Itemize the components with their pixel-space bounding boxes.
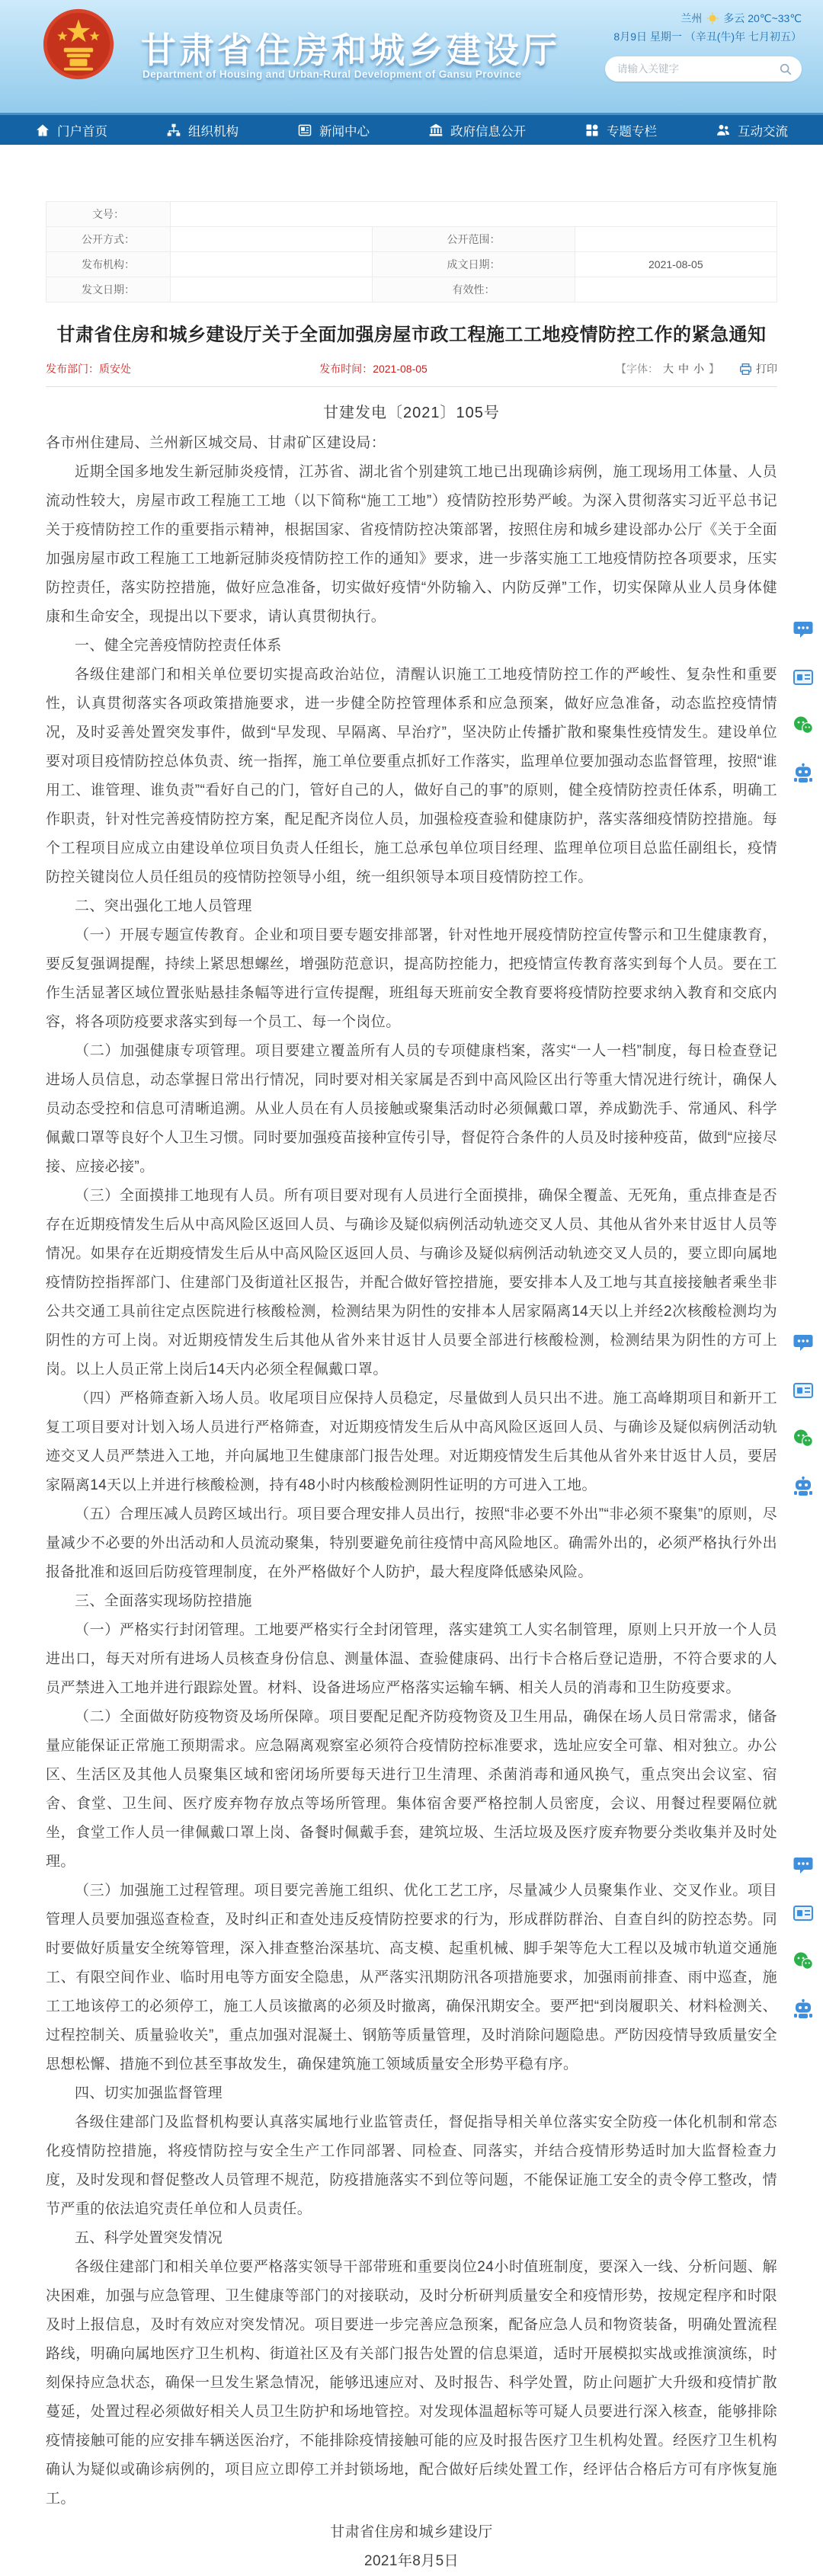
search-icon[interactable] bbox=[779, 62, 793, 76]
signature-date: 2021年8月5日 bbox=[363, 2553, 459, 2569]
main-nav bbox=[0, 113, 823, 145]
nav-item-label: 互动交流 bbox=[738, 124, 788, 139]
field-label: 发布机构： bbox=[46, 252, 171, 277]
nav-item-label: 专题专栏 bbox=[607, 124, 657, 139]
font-size-large-button[interactable]: 大 bbox=[663, 363, 674, 375]
paragraph: （四）严格筛查新入场人员。收尾项目应保持人员稳定，尽量做到人员只出不进。施工高峰期项目和新开工复工项目要对计划入场人员进行严格筛查，对近期疫情发生后从中高风险区返回人员、与确诊及疑似病例活动轨迹交叉人员严禁进入工地，并向属地卫生健康部门报告处理。对近期疫情发生后其他从省外来甘返甘人员，要居家隔离14天以上并进行核酸检测，持有48小时内核酸检测阴性证明的方可进入工地。 bbox=[46, 1390, 777, 1493]
font-size-small-button[interactable]: 小 bbox=[693, 363, 704, 375]
id-card-icon[interactable] bbox=[793, 667, 814, 688]
field-value bbox=[171, 227, 373, 252]
publish-dept bbox=[46, 361, 131, 376]
table-row bbox=[46, 227, 777, 252]
field-label: 有效性： bbox=[373, 277, 575, 302]
site-title: 甘肃省住房和城乡建设厅 bbox=[141, 30, 560, 70]
paragraph: 各级住建部门和相关单位要严格落实领导干部带班和重要岗位24小时值班制度，要深入一线、分析问题、解决困难，加强与应急管理、卫生健康等部门的对接联动，及时分析研判质量安全和疫情形势，按规定程序和时限及时上报信息，及时有效应对突发情况。项目要进一步完善应急预案，配备应急人员和物资装备，明确处置流程路线，明确向属地医疗卫生机构、街道社区及有关部门报告处置的信息渠道，适时开展模拟实战或推演演练，时刻保持应急状态，确保一旦发生紧急情况，能够迅速应对、及时报告、科学处置，防止问题扩大升级和疫情扩散蔓延，处置过程必须做好相关人员卫生防护和场地管控。对发现体温超标等可疑人员要进行深入核查，能够排除疫情接触可能的应安排车辆送医治疗，不能排除疫情接触可能的应及时报告医疗卫生机构处置。经医疗卫生机构确认为疑似或确诊病例的，项目应立即停工并封锁场地，配合做好后续处置工作，经评估合格后方可有序恢复施工。 bbox=[46, 2259, 777, 2507]
paragraph: 各级住建部门及监督机构要认真落实属地行业监管责任，督促指导相关单位落实安全防疫一体化机制和常态化疫情防控措施，将疫情防控与安全生产工作同部署、同检查、同落实，并结合疫情形势适时加大监督检查力度，及时发现和督促整改人员管理不规范，防疫措施落实不到位等问题，不能保证施工安全的责令停工整改，情节严重的依法追究责任单位和人员责任。 bbox=[46, 2114, 777, 2217]
publish-dept-label: 发布部门： bbox=[46, 363, 99, 375]
robot-icon[interactable] bbox=[793, 763, 814, 784]
nav-item-3[interactable] bbox=[297, 121, 370, 139]
field-value bbox=[575, 227, 777, 252]
field-value bbox=[171, 277, 373, 302]
nav-item-6[interactable] bbox=[716, 121, 788, 139]
nav-item-4[interactable] bbox=[428, 121, 526, 139]
grid-icon bbox=[584, 123, 600, 138]
section-heading: 一、健全完善疫情防控责任体系 bbox=[75, 638, 282, 654]
wechat-icon[interactable] bbox=[793, 1950, 814, 1972]
publish-dept-value: 质安处 bbox=[99, 363, 131, 375]
meta-divider bbox=[46, 386, 777, 387]
document-number: 甘建发电〔2021〕105号 bbox=[323, 405, 500, 421]
printer-icon bbox=[739, 363, 752, 376]
paragraph: （三）全面摸排工地现有人员。所有项目要对现有人员进行全面摸排，确保全覆盖、无死角，重点排查是否存在近期疫情发生后从中高风险区返回人员、与确诊及疑似病例活动轨迹交叉人员、其他从省外来甘返甘人员等情况。如果存在近期疫情发生后从中高风险区返回人员、与确诊及疑似病例活动轨迹交叉人员的，要立即向属地疫情防控指挥部门、住建部门及街道社区报告，并配合做好管控措施，要安排本人及工地与其直接接触者乘坐非公共交通工具前往定点医院进行核酸检测，检测结果为阴性的安排本人居家隔离14天以上并经2次核酸检测均为阴性的方可上岗。对近期疫情发生后其他从省外来甘返甘人员要全部进行核酸检测，检测结果为阴性的方可上岗。以上人员正常上岗后14天内必须全程佩戴口罩。 bbox=[46, 1188, 777, 1378]
section-heading: 四、切实加强监督管理 bbox=[75, 2085, 223, 2101]
paragraph: 各级住建部门和相关单位要切实提高政治站位，清醒认识施工工地疫情防控工作的严峻性、复杂性和重要性，认真贯彻落实各项政策措施要求，进一步健全防控管理体系和应急预案，做好应急准备，动态监控疫情情况，及时妥善处置突发事件，做到“早发现、早隔离、早治疗”，坚决防止传播扩散和聚集性疫情发生。建设单位要对项目疫情防控总体负责、统一指挥，施工单位要重点抓好工作落实，监理单位要加强动态监督管理，按照“谁用工、谁管理、谁负责”“看好自己的门，管好自己的人，做好自己的事”的原则，健全疫情防控责任体系，明确工作职责，针对性完善疫情防控方案，配足配齐岗位人员，加强检疫查验和健康防护，落实落细疫情防控措施。每个工程项目应成立由建设单位项目负责人任组长，施工总承包单位项目经理、监理单位项目总监任副组长，疫情防控关键岗位人员任组员的疫情防控领导小组，统一组织领导本项目疫情防控工作。 bbox=[46, 667, 777, 885]
section-heading: 二、突出强化工地人员管理 bbox=[75, 898, 252, 914]
field-label: 公开范围： bbox=[373, 227, 575, 252]
field-label: 成文日期： bbox=[373, 252, 575, 277]
site-header bbox=[0, 0, 823, 113]
font-size-medium-button[interactable]: 中 bbox=[678, 363, 689, 375]
chat-bubble-icon[interactable] bbox=[793, 1332, 814, 1353]
signature: 甘肃省住房和城乡建设厅 bbox=[330, 2524, 493, 2540]
field-label: 公开方式： bbox=[46, 227, 171, 252]
paragraph: （一）开展专题宣传教育。企业和项目要专题安排部署，针对性地开展疫情防控宣传警示和卫生健康教育，要反复强调提醒，持续上紧思想螺丝，增强防范意识，提高防控能力，把疫情宣传教育落实到每个人员。要在工作生活显著区域位置张贴悬挂条幅等进行宣传提醒，班组每天班前安全教育要将疫情防控要求纳入教育和交底内容，将各项防疫要求落实到每一个员工、每一个岗位。 bbox=[46, 927, 777, 1030]
salutation: 各市州住建局、兰州新区城交局、甘肃矿区建设局： bbox=[46, 435, 386, 451]
search-box bbox=[605, 56, 802, 82]
wechat-icon[interactable] bbox=[793, 1428, 814, 1449]
article-meta bbox=[46, 361, 777, 376]
news-icon bbox=[297, 123, 312, 138]
search-input[interactable] bbox=[617, 63, 779, 75]
paragraph: （二）加强健康专项管理。项目要建立覆盖所有人员的专项健康档案，落实“一人一档”制度，每日检查登记进场人员信息，动态掌握日常出行情况，同时要对相关家属是否到中高风险区出行等重大情况进行统计，确保人员动态受控和信息可清晰追溯。从业人员在有人员接触或聚集活动时必须佩戴口罩，养成勤洗手、常通风、科学佩戴口罩等良好个人卫生习惯。同时要加强疫苗接种宣传引导，督促符合条件的人员及时接种疫苗，做到“应接尽接、应接必接”。 bbox=[46, 1043, 777, 1175]
chat-bubble-icon[interactable] bbox=[793, 1854, 814, 1876]
document-info-table bbox=[46, 201, 777, 302]
chat-bubble-icon[interactable] bbox=[793, 619, 814, 640]
article-body bbox=[46, 429, 777, 2576]
date-line: 8月9日 星期一 （辛丑(牛)年 七月初五） bbox=[613, 30, 802, 43]
paragraph: （五）合理压减人员跨区域出行。项目要合理安排人员出行，按照“非必要不外出”“非必须不聚集”的原则，尽量减少不必要的外出活动和人员流动聚集，特别要避免前往疫情中高风险地区。确需外出的，必须严格执行外出报备批准和返回后防疫管理制度，在外严格做好个人防护，最大程度降低感染风险。 bbox=[46, 1506, 777, 1580]
nav-item-label: 门户首页 bbox=[57, 124, 107, 139]
font-ctl-prefix: 【字体： bbox=[616, 363, 658, 375]
font-size-control bbox=[616, 361, 719, 376]
print-button[interactable] bbox=[739, 361, 777, 376]
people-icon bbox=[716, 123, 731, 138]
publish-time bbox=[131, 361, 616, 376]
article-title: 甘肃省住房和城乡建设厅关于全面加强房屋市政工程施工工地疫情防控工作的紧急通知 bbox=[56, 325, 767, 345]
id-card-icon[interactable] bbox=[793, 1902, 814, 1924]
paragraph: 近期全国多地发生新冠肺炎疫情，江苏省、湖北省个别建筑工地已出现确诊病例，施工现场用工体量、人员流动性较大，房屋市政工程施工工地（以下简称“施工工地”）疫情防控形势严峻。为深入贯彻落实习近平总书记关于疫情防控工作的重要指示精神，根据国家、省疫情防控决策部署，按照住房和城乡建设部办公厅《关于全面加强房屋市政工程施工工地新冠肺炎疫情防控工作的通知》要求，进一步落实施工工地疫情防控各项要求，压实防控责任，落实防控措施，做好应急准备，切实做好疫情“外防输入、内防反弹”工作，切实保障从业人员身体健康和生命安全，现提出以下要求，请认真贯彻执行。 bbox=[46, 464, 777, 625]
site-subtitle: Department of Housing and Urban-Rural Development of Gansu Province bbox=[143, 69, 522, 80]
nav-item-label: 政府信息公开 bbox=[450, 124, 526, 139]
table-row bbox=[46, 277, 777, 302]
field-label: 发文日期： bbox=[46, 277, 171, 302]
nav-item-label: 新闻中心 bbox=[319, 124, 370, 139]
robot-icon[interactable] bbox=[793, 1476, 814, 1497]
org-icon bbox=[166, 123, 181, 138]
field-value: 2021-08-05 bbox=[575, 252, 777, 277]
paragraph: （三）加强施工过程管理。项目要完善施工组织、优化工艺工序，尽量减少人员聚集作业、交叉作业。项目管理人员要加强巡查检查，及时纠正和查处违反疫情防控要求的行为，形成群防群治、自查自纠的防控态势。同时要做好质量安全统筹管理，深入排查整治深基坑、高支模、起重机械、脚手架等危大工程以及城市轨道交通施工、有限空间作业、临时用电等方面安全隐患，从严落实汛期防汛各项措施要求，加强雨前排查、雨中巡查，施工工地该停工的必须停工，施工人员该撤离的必须及时撤离，确保汛期安全。要严把“到岗履职关、材料检测关、过程控制关、质量验收关”，重点加强对混凝土、钢筋等质量管理，及时消除问题隐患。严防因疫情导致质量安全思想松懈、措施不到位甚至事故发生，确保建筑施工领域质量安全形势平稳有序。 bbox=[46, 1883, 777, 2072]
print-label: 打印 bbox=[756, 363, 777, 375]
national-emblem-logo bbox=[42, 8, 115, 81]
section-heading: 五、科学处置突发情况 bbox=[75, 2230, 223, 2246]
weather-sun-icon bbox=[706, 12, 719, 24]
section-heading: 三、全面落实现场防控措施 bbox=[75, 1593, 252, 1609]
paragraph: （二）全面做好防疫物资及场所保障。项目要配足配齐防疫物资及卫生用品，确保在场人员日常需求，储备量应能保证正常施工预期需求。应急隔离观察室必须符合疫情防控标准要求，选址应安全可靠、相对独立。办公区、生活区及其他人员聚集区域和密闭场所要每天进行卫生清理、杀菌消毒和通风换气，重点突出会议室、宿舍、食堂、卫生间、医疗废弃物存放点等场所管理。集体宿舍要严格控制人员密度，会议、用餐过程要隔位就坐，食堂工作人员一律佩戴口罩上岗、备餐时佩戴手套，建筑垃圾、生活垃圾及医疗废弃物要分类收集并及时处理。 bbox=[46, 1709, 777, 1870]
wechat-icon[interactable] bbox=[793, 715, 814, 736]
table-row bbox=[46, 252, 777, 277]
nav-item-5[interactable] bbox=[584, 121, 657, 139]
weather-text: 多云 20℃~33℃ bbox=[723, 12, 802, 24]
weather-line bbox=[573, 9, 802, 27]
content-container bbox=[46, 201, 777, 2576]
field-label: 文号： bbox=[46, 202, 171, 227]
publish-time-label: 发布时间： bbox=[319, 363, 373, 375]
city-label: 兰州 bbox=[680, 12, 703, 24]
table-row bbox=[46, 202, 777, 227]
field-value bbox=[171, 252, 373, 277]
topbar-right bbox=[573, 9, 802, 82]
id-card-icon[interactable] bbox=[793, 1380, 814, 1401]
field-value bbox=[575, 277, 777, 302]
gov-icon bbox=[428, 123, 444, 138]
field-value bbox=[171, 202, 777, 227]
home-icon bbox=[35, 123, 50, 138]
nav-item-2[interactable] bbox=[166, 121, 239, 139]
font-ctl-suffix: 】 bbox=[709, 363, 719, 375]
nav-item-label: 组织机构 bbox=[188, 124, 239, 139]
paragraph: （一）严格实行封闭管理。工地要严格实行全封闭管理，落实建筑工人实名制管理，原则上只开放一个人员进出口，每天对所有进场人员核查身份信息、测量体温、查验健康码、出行卡合格后登记造册，不符合要求的人员严禁进入工地并进行跟踪处置。材料、设备进场应严格落实运输车辆、相关人员的消毒和卫生防疫要求。 bbox=[46, 1622, 777, 1696]
nav-item-1[interactable] bbox=[35, 121, 107, 139]
robot-icon[interactable] bbox=[793, 1998, 814, 2020]
publish-time-value: 2021-08-05 bbox=[373, 363, 428, 375]
